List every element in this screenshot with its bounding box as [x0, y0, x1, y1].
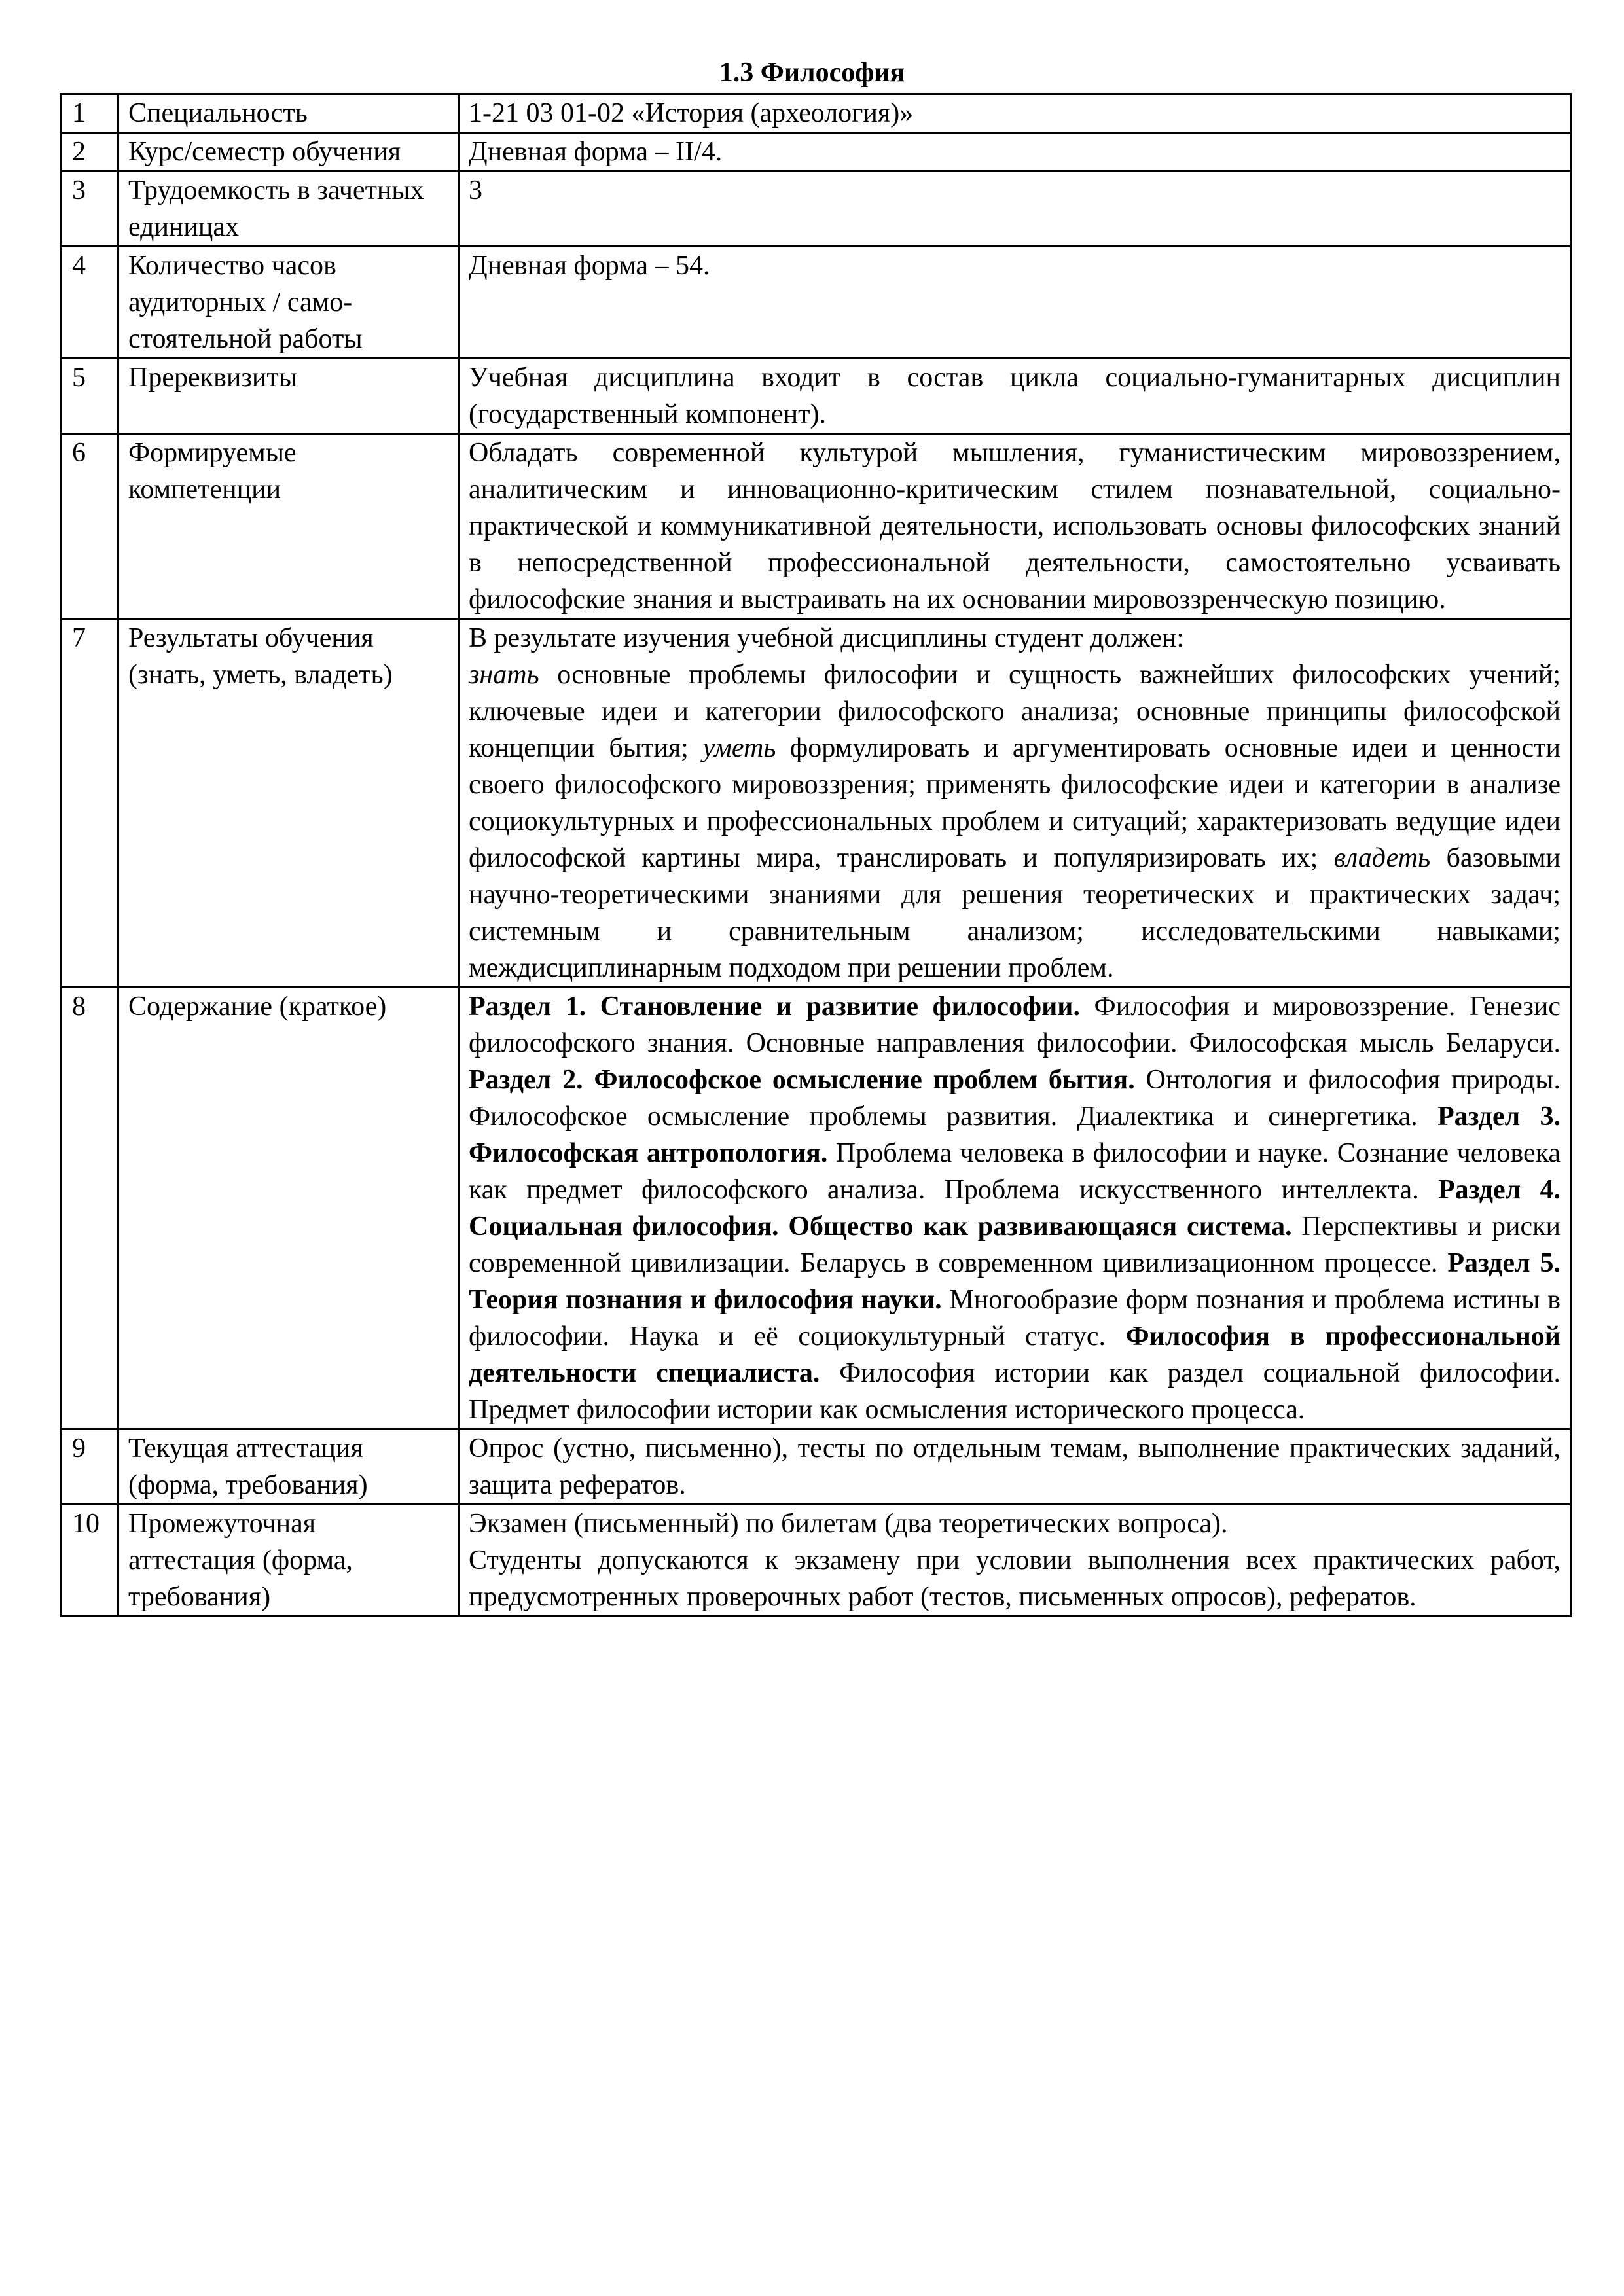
can-label: уметь: [702, 733, 776, 763]
row-value: [459, 359, 1571, 434]
row-number: 1: [61, 94, 118, 133]
results-intro: В результате изучения учебной дисциплины студент должен:: [469, 623, 1184, 653]
row-label: Специальность: [118, 94, 459, 133]
table-row: [61, 619, 1571, 988]
row-label: Содержание (краткое): [118, 988, 459, 1429]
know-label: знать: [469, 660, 539, 690]
row-value: Дневная форма – II/4.: [459, 133, 1571, 171]
table-row: [61, 94, 1571, 133]
table-row: [61, 359, 1571, 434]
section-2-title: Раздел 2. Философское осмысление проблем бытия.: [469, 1065, 1135, 1095]
section-6-text: Философия истории как раздел социальной философии. Предмет философии истории как осмысления исторического процесса.: [469, 1358, 1561, 1425]
section-5-text: Многообразие форм познания и проблема истины в философии. Наука и её социокультурный статус.: [469, 1285, 1561, 1352]
section-1-title: Раздел 1. Становление и развитие философии.: [469, 992, 1081, 1022]
row-number: 3: [61, 171, 118, 247]
section-2-text: Онтология и философия природы. Философское осмысление проблемы развития. Диалектика и синергетика.: [469, 1065, 1561, 1132]
own-text: базовыми научно-теоретическими знаниями для решения теоретических и практических задач; системным и сравнительным анализом; исследовательскими навыками; междисциплинарным подходом при решении проблем.: [469, 843, 1561, 983]
know-text: основные проблемы философии и сущность важнейших философских учений; ключевые идеи и категории философского анализа; основные принципы философской концепции бытия;: [469, 660, 1561, 763]
row-value: [459, 988, 1571, 1429]
document-title: 1.3 Философия: [719, 58, 905, 88]
row-value: [459, 1505, 1571, 1617]
course-info-table: [60, 93, 1572, 1617]
section-1-text: Философия и мировоззрение. Генезис философского знания. Основные направления философии. Философская мысль Беларуси.: [469, 992, 1561, 1058]
exam-admission-text: Студенты допускаются к экзамену при условии выполнения всех практических работ, предусмотренных проверочных работ (тестов, письменных опросов), рефератов.: [469, 1545, 1561, 1612]
row-label: Текущая аттестация (форма, требования): [118, 1429, 459, 1505]
row-value: Дневная форма – 54.: [459, 247, 1571, 359]
row-value: [459, 619, 1571, 988]
can-text: формулировать и аргументировать основные идеи и ценности своего философского мировоззрения; применять философские идеи и категории в анализе социокультурных и профессиональных проблем и ситуаций; характеризовать ведущие идеи философской картины мира, транслировать и популяризировать их;: [469, 733, 1561, 873]
prerequisites-text: Учебная дисциплина входит в состав цикла социально-гуманитарных дисциплин (государственный компонент).: [469, 363, 1561, 429]
content-text: [469, 988, 1561, 1428]
section-3-title: Раздел 3. Философская антропология.: [469, 1102, 1561, 1168]
row-number: 5: [61, 359, 118, 434]
competencies-text: Обладать современной культурой мышления, гуманистическим мировоззрением, аналитическим и инновационно-критическим стилем познавательной, социально-практической и коммуникативной деятельности, использовать основы философских знаний в непосредственной профессиональной деятельности, самостоятельно усваивать философские знания и выстраивать на их основании мировоззренческую позицию.: [469, 438, 1561, 615]
table-row: [61, 1429, 1571, 1505]
table-row: [61, 1505, 1571, 1617]
row-label: Курс/семестр обучения: [118, 133, 459, 171]
section-4-title: Раздел 4. Социальная философия. Общество как развивающаяся система.: [469, 1175, 1561, 1242]
section-6-title: Философия в профессиональной деятельности специалиста.: [469, 1321, 1561, 1388]
row-label: Количество часов аудиторных / само-стоятельной работы: [118, 247, 459, 359]
row-number: 4: [61, 247, 118, 359]
exam-text: Экзамен (письменный) по билетам (два теоретических вопроса).: [469, 1509, 1228, 1539]
row-number: 10: [61, 1505, 118, 1617]
row-number: 8: [61, 988, 118, 1429]
row-label: Пререквизиты: [118, 359, 459, 434]
table-row: [61, 434, 1571, 619]
row-number: 9: [61, 1429, 118, 1505]
table-row: [61, 171, 1571, 247]
row-value: 1-21 03 01-02 «История (археология)»: [459, 94, 1571, 133]
table-row: [61, 988, 1571, 1429]
table-row: [61, 247, 1571, 359]
table-row: [61, 133, 1571, 171]
row-label: Результаты обучения (знать, уметь, владеть): [118, 619, 459, 988]
own-label: владеть: [1333, 843, 1431, 873]
results-text: [469, 656, 1561, 986]
row-value: [459, 1429, 1571, 1505]
row-value: [459, 434, 1571, 619]
row-label: Формируемые компетенции: [118, 434, 459, 619]
row-number: 6: [61, 434, 118, 619]
row-number: 2: [61, 133, 118, 171]
section-4-text: Перспективы и риски современной цивилизации. Беларусь в современном цивилизационном процессе.: [469, 1211, 1561, 1278]
current-assessment-text: Опрос (устно, письменно), тесты по отдельным темам, выполнение практических заданий, защита рефератов.: [469, 1433, 1561, 1500]
row-label: Промежуточная аттестация (форма, требования): [118, 1505, 459, 1617]
section-5-title: Раздел 5. Теория познания и философия науки.: [469, 1248, 1561, 1315]
row-value: 3: [459, 171, 1571, 247]
row-number: 7: [61, 619, 118, 988]
section-3-text: Проблема человека в философии и науке. Сознание человека как предмет философского анализа. Проблема искусственного интеллекта.: [469, 1138, 1561, 1205]
row-label: Трудоемкость в зачетных единицах: [118, 171, 459, 247]
